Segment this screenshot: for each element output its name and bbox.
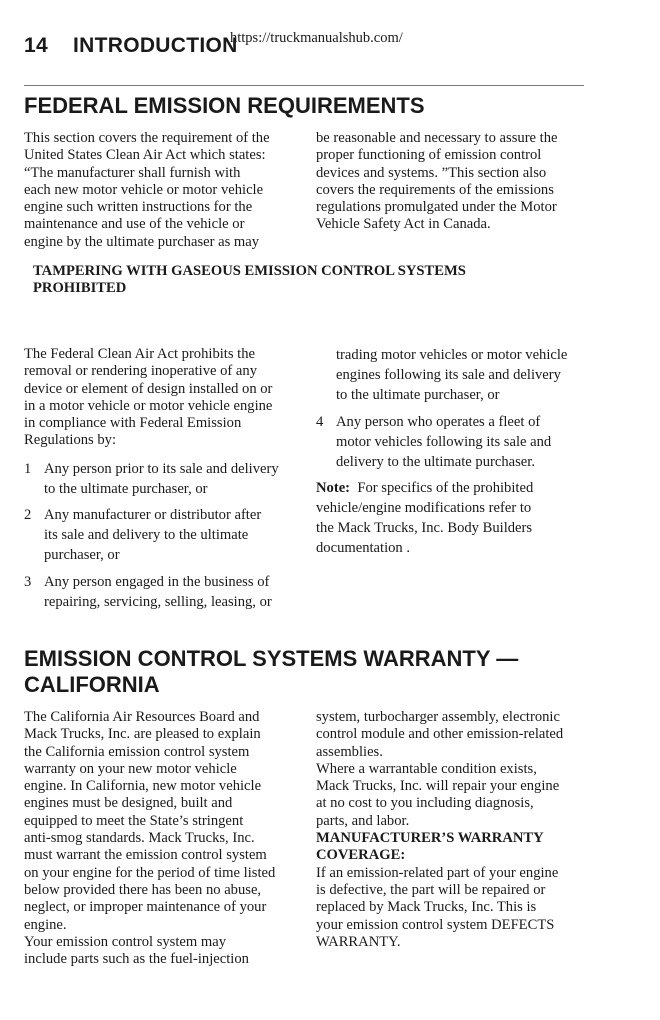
text-line: below provided there has been no abuse, — [24, 881, 262, 898]
text-line: anti-smog standards. Mack Trucks, Inc. — [24, 830, 255, 847]
tampering-intro — [24, 346, 272, 450]
list-text: engines following its sale and delivery — [336, 367, 561, 383]
text-line: engine. — [24, 916, 67, 933]
heading-line: CALIFORNIA — [24, 672, 160, 697]
section-heading-federal: FEDERAL EMISSION REQUIREMENTS — [24, 93, 425, 118]
text-line: in a motor vehicle or motor vehicle engine — [24, 397, 273, 414]
note-text: For specifics of the prohibited — [357, 480, 534, 496]
text-line: control module and other emission-related — [316, 726, 564, 743]
list-number: 1 — [24, 461, 32, 477]
tampering-title — [33, 263, 466, 298]
federal-col-left — [24, 130, 270, 251]
list-text: repairing, servicing, selling, leasing, or — [44, 594, 272, 610]
page-number: 14 — [24, 34, 48, 57]
text-line: The Federal Clean Air Act prohibits the — [24, 346, 256, 362]
text-line: Mack Trucks, Inc. are pleased to explain — [24, 726, 261, 743]
list-text: its sale and delivery to the ultimate — [44, 527, 249, 543]
text-line: WARRANTY. — [316, 933, 401, 950]
section-heading-warranty — [24, 646, 518, 698]
text-line: is defective, the part will be repaired or — [316, 881, 546, 898]
text-line: at no cost to you including diagnosis, — [316, 795, 534, 812]
heading-line: EMISSION CONTROL SYSTEMS WARRANTY — — [24, 646, 519, 671]
list-text: to the ultimate purchaser, or — [44, 481, 208, 497]
text-line: parts, and labor. — [316, 812, 410, 829]
header-rule — [24, 85, 584, 86]
text-line: engine such written instructions for the — [24, 199, 253, 216]
chapter-title: INTRODUCTION — [73, 34, 238, 57]
text-line: covers the requirements of the emissions — [316, 181, 554, 198]
list-item-continuation — [336, 345, 567, 405]
text-line: replaced by Mack Trucks, Inc. This is — [316, 899, 537, 916]
text-line: in compliance with Federal Emission — [24, 415, 242, 432]
text-line: be reasonable and necessary to assure the — [316, 130, 558, 146]
text-line: Mack Trucks, Inc. will repair your engine — [316, 778, 560, 795]
note-block — [316, 478, 533, 558]
text-line: If an emission-related part of your engine — [316, 864, 559, 881]
coverage-title: COVERAGE: — [316, 847, 406, 864]
text-line: Your emission control system may — [24, 933, 227, 950]
list-text: trading motor vehicles or motor vehicle — [336, 347, 568, 363]
federal-col-right — [316, 130, 558, 234]
text-line: the California emission control system — [24, 743, 250, 760]
note-text: documentation . — [316, 540, 411, 556]
text-line: warranty on your new motor vehicle — [24, 760, 237, 777]
coverage-title: MANUFACTURER’S WARRANTY — [316, 830, 544, 847]
list-text: Any manufacturer or distributor after — [44, 507, 262, 523]
list-text: to the ultimate purchaser, or — [336, 387, 500, 403]
list-text: Any person who operates a fleet of — [336, 414, 541, 430]
list-number: 2 — [24, 507, 32, 523]
text-line: device or element of design installed on or — [24, 380, 273, 397]
text-line: This section covers the requirement of the — [24, 130, 270, 146]
list-text: Any person engaged in the business of — [44, 574, 270, 590]
list-text: delivery to the ultimate purchaser. — [336, 454, 535, 470]
note-text: the Mack Trucks, Inc. Body Builders — [316, 520, 533, 536]
text-line: maintenance and use of the vehicle or — [24, 216, 245, 233]
text-line: Vehicle Safety Act in Canada. — [316, 216, 491, 233]
title-line: PROHIBITED — [33, 280, 127, 297]
text-line: regulations promulgated under the Motor — [316, 199, 557, 216]
text-line: “The manufacturer shall furnish with — [24, 164, 241, 181]
text-line: neglect, or improper maintenance of your — [24, 899, 267, 916]
note-text: vehicle/engine modifications refer to — [316, 500, 532, 516]
text-line: assemblies. — [316, 743, 383, 760]
text-line: engine by the ultimate purchaser as may — [24, 233, 260, 250]
note-label: Note: — [316, 480, 351, 496]
text-line: removal or rendering inoperative of any — [24, 363, 258, 380]
text-line: United States Clean Air Act which states: — [24, 147, 266, 164]
text-line: equipped to meet the State’s stringent — [24, 812, 244, 829]
text-line: each new motor vehicle or motor vehicle — [24, 181, 264, 198]
text-line: Where a warrantable condition exists, — [316, 760, 537, 777]
text-line: your emission control system DEFECTS — [316, 916, 555, 933]
list-text: Any person prior to its sale and delivery — [44, 461, 279, 477]
list-text: motor vehicles following its sale and — [336, 434, 552, 450]
title-line: TAMPERING WITH GASEOUS EMISSION CONTROL SYSTEMS — [33, 263, 466, 279]
list-number: 4 — [316, 414, 324, 430]
text-line: system, turbocharger assembly, electronic — [316, 709, 560, 725]
text-line: engines must be designed, built and — [24, 795, 233, 812]
text-line: proper functioning of emission control — [316, 147, 542, 164]
text-line: Regulations by: — [24, 432, 117, 449]
list-number: 3 — [24, 574, 32, 590]
warranty-col-right — [316, 709, 563, 951]
source-url[interactable]: https://truckmanualshub.com/ — [230, 30, 403, 46]
text-line: must warrant the emission control system — [24, 847, 267, 864]
text-line: The California Air Resources Board and — [24, 709, 260, 725]
list-text: purchaser, or — [44, 547, 120, 563]
text-line: devices and systems. ”This section also — [316, 164, 547, 181]
text-line: engine. In California, new motor vehicle — [24, 778, 262, 795]
text-line: include parts such as the fuel-injection — [24, 951, 249, 968]
warranty-col-left — [24, 709, 275, 968]
text-line: on your engine for the period of time listed — [24, 864, 276, 881]
